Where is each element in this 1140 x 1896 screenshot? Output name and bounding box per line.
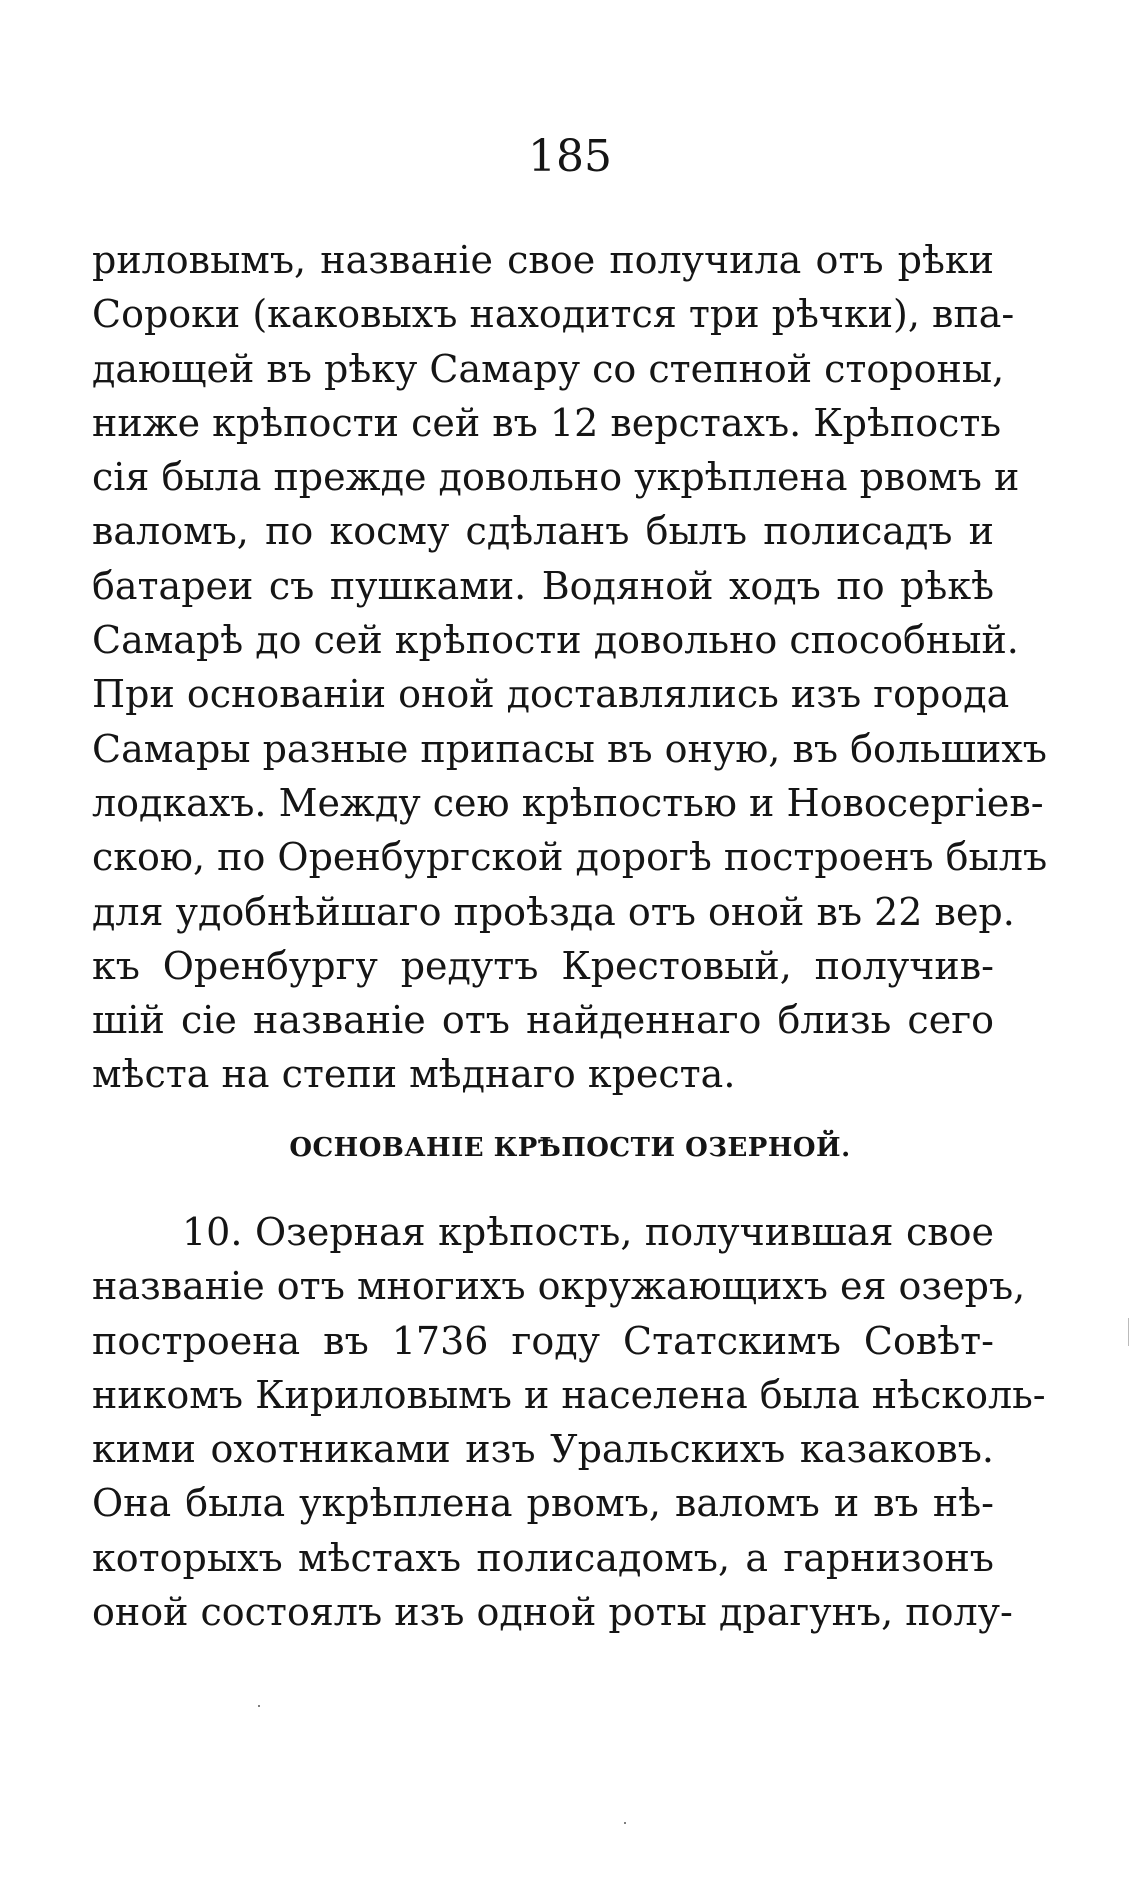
text-line: оной состоялъ изъ одной роты драгунъ, полу-	[92, 1590, 1013, 1635]
section-heading: ОСНОВАНІЕ КРѢПОСТИ ОЗЕРНОЙ.	[289, 1133, 851, 1163]
text-line: мѣста на степи мѣднаго креста.	[92, 1052, 736, 1097]
text-line: валомъ, по косму сдѣланъ былъ полисадъ и	[92, 509, 994, 554]
text-line: батареи съ пушками. Водяной ходъ по рѣкѣ	[92, 563, 994, 608]
text-line: скою, по Оренбургской дорогѣ построенъ былъ	[92, 835, 1048, 880]
text-line: кими охотниками изъ Уральскихъ казаковъ.	[92, 1427, 994, 1472]
text-line: При основаніи оной доставлялись изъ города	[92, 672, 1010, 717]
text-line: къ Оренбургу редутъ Крестовый, получив-	[92, 943, 994, 988]
text-line: Сороки (каковыхъ находится три рѣчки), впа-	[92, 292, 1015, 337]
text-line: 10. Озерная крѣпость, получившая свое	[182, 1210, 994, 1254]
text-line: сія была прежде довольно укрѣплена рвомъ и	[92, 455, 1020, 500]
text-line: ниже крѣпости сей въ 12 верстахъ. Крѣпость	[92, 400, 1002, 445]
text-line: которыхъ мѣстахъ полисадомъ, а гарнизонъ	[92, 1535, 994, 1580]
text-line: никомъ Кириловымъ и населена была нѣсколь-	[92, 1372, 1046, 1417]
text-line: построена въ 1736 году Статскимъ Совѣт-	[92, 1318, 994, 1363]
scan-speck	[624, 1822, 626, 1824]
scan-speck	[258, 1705, 260, 1707]
text-line: для удобнѣйшаго проѣзда отъ оной въ 22 вер.	[92, 889, 1015, 934]
text-line: названіе отъ многихъ окружающихъ ея озеръ,	[92, 1264, 1026, 1309]
text-line: лодкахъ. Между сею крѣпостью и Новосергіев-	[92, 780, 1044, 825]
scan-margin-mark	[1128, 1318, 1129, 1346]
paragraph-continued	[92, 233, 1048, 1102]
text-line: шій сіе названіе отъ найденнаго близь сего	[92, 998, 994, 1043]
text-line: дающей въ рѣку Самару со степной стороны,	[92, 346, 1005, 391]
paragraph-10	[92, 1205, 1046, 1639]
text-line: Она была укрѣплена рвомъ, валомъ и въ нѣ-	[92, 1481, 994, 1526]
text-line: Самары разные припасы въ оную, въ большихъ	[92, 726, 1047, 771]
text-line: риловымъ, названіе свое получила отъ рѣки	[92, 238, 994, 282]
text-line: Самарѣ до сей крѣпости довольно способный.	[92, 618, 1019, 663]
page-number: 185	[528, 131, 612, 182]
